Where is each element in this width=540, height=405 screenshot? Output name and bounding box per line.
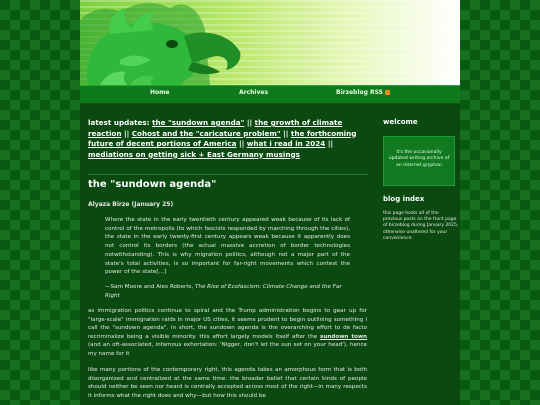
update-link-sundown[interactable]: the "sundown agenda" xyxy=(152,118,245,127)
post-byline: Alyaza Birze (January 25) xyxy=(88,201,174,208)
nav-link-archives[interactable]: Archives xyxy=(239,89,269,96)
page-container xyxy=(80,0,460,405)
post-title: the "sundown agenda" xyxy=(88,179,217,190)
nav-link-home[interactable]: Home xyxy=(150,89,170,96)
nav-link-rss[interactable] xyxy=(336,89,390,96)
post-paragraph-2: like many portions of the contemporary right, this agenda takes an amorphous form that is both disorganized and centralized at the same time. the broader belief that certain kinds of people should neither be seen nor heard is centrally accepted across most of the right—in many respects it informs what the right does and why—but how this should be xyxy=(88,367,367,399)
welcome-text: it's the occasionally updated writing archive of an internet gryphon xyxy=(388,150,450,168)
paragraph-1-text-b: (and an oft-associated, infamous exhortation: 'Nigger, don't let the sun set on your head'), hence my name for it xyxy=(88,342,367,357)
quote-source-title: The Rise of Ecofascism: Climate Change and the Far Right xyxy=(105,284,342,299)
section-divider xyxy=(88,174,368,175)
update-link-climate[interactable]: the growth of climate reaction xyxy=(88,118,343,138)
post-paragraph-1 xyxy=(88,307,367,359)
update-link-sick[interactable]: mediations on getting sick + East Germany musings xyxy=(88,149,300,159)
update-separator: || xyxy=(239,139,245,148)
blockquote: Where the state in the early twentieth century appeared weak because of its lack of control of the metropolis (to which fascists responded by marching through the cities), the state in the early twenty-first century appears weak because it apparently does not control its borders (the actual massive accretion of border technologies notwithstanding). This is why migration politics, although not a major part of the state's total activities, is so important for far-right movements which contest the power of the state[...] xyxy=(105,217,350,276)
update-separator: || xyxy=(283,128,289,138)
blog-index-heading: blog index xyxy=(383,195,425,203)
latest-updates-label: latest updates: xyxy=(88,118,150,127)
blog-index-text: this page hosts all of the previous posts on the front page of birzeblog during January 2025, otherwise unaltered for your convenience. xyxy=(383,211,459,241)
sundown-town-link[interactable]: sundown town xyxy=(320,333,368,340)
update-link-reading[interactable]: what i read in 2024 xyxy=(246,139,326,148)
welcome-box xyxy=(383,136,455,186)
update-separator: || xyxy=(246,118,253,127)
update-separator: || xyxy=(327,139,334,148)
latest-updates xyxy=(88,118,370,160)
header-banner xyxy=(80,0,460,85)
update-link-cohost[interactable]: Cohost and the "caricature problem" xyxy=(131,128,281,138)
nav-bar xyxy=(80,85,460,104)
update-link-america[interactable]: the forthcoming future of decent portions of America xyxy=(88,128,357,148)
rss-icon xyxy=(385,90,390,95)
nav-link-rss-label: Birzeblog RSS xyxy=(336,89,384,96)
paragraph-1-text-a: as immigration politics continue to spiral and the Trump administration begins to gear up for "large-scale" immigration raids in major US cities, it seems prudent to begin outlining something i call the "sundown agenda". in short, the sundown agenda is the overarching effort to de facto recriminalize being a visible minority. this effort largely models itself after the xyxy=(88,308,367,340)
update-separator: || xyxy=(124,128,130,138)
gryphon-head-icon xyxy=(80,0,460,85)
welcome-heading: welcome xyxy=(383,118,418,126)
quote-source xyxy=(105,283,350,300)
main-content xyxy=(80,104,370,405)
quote-source-authors: —Sam Moore and Alex Roberts, xyxy=(105,284,195,290)
